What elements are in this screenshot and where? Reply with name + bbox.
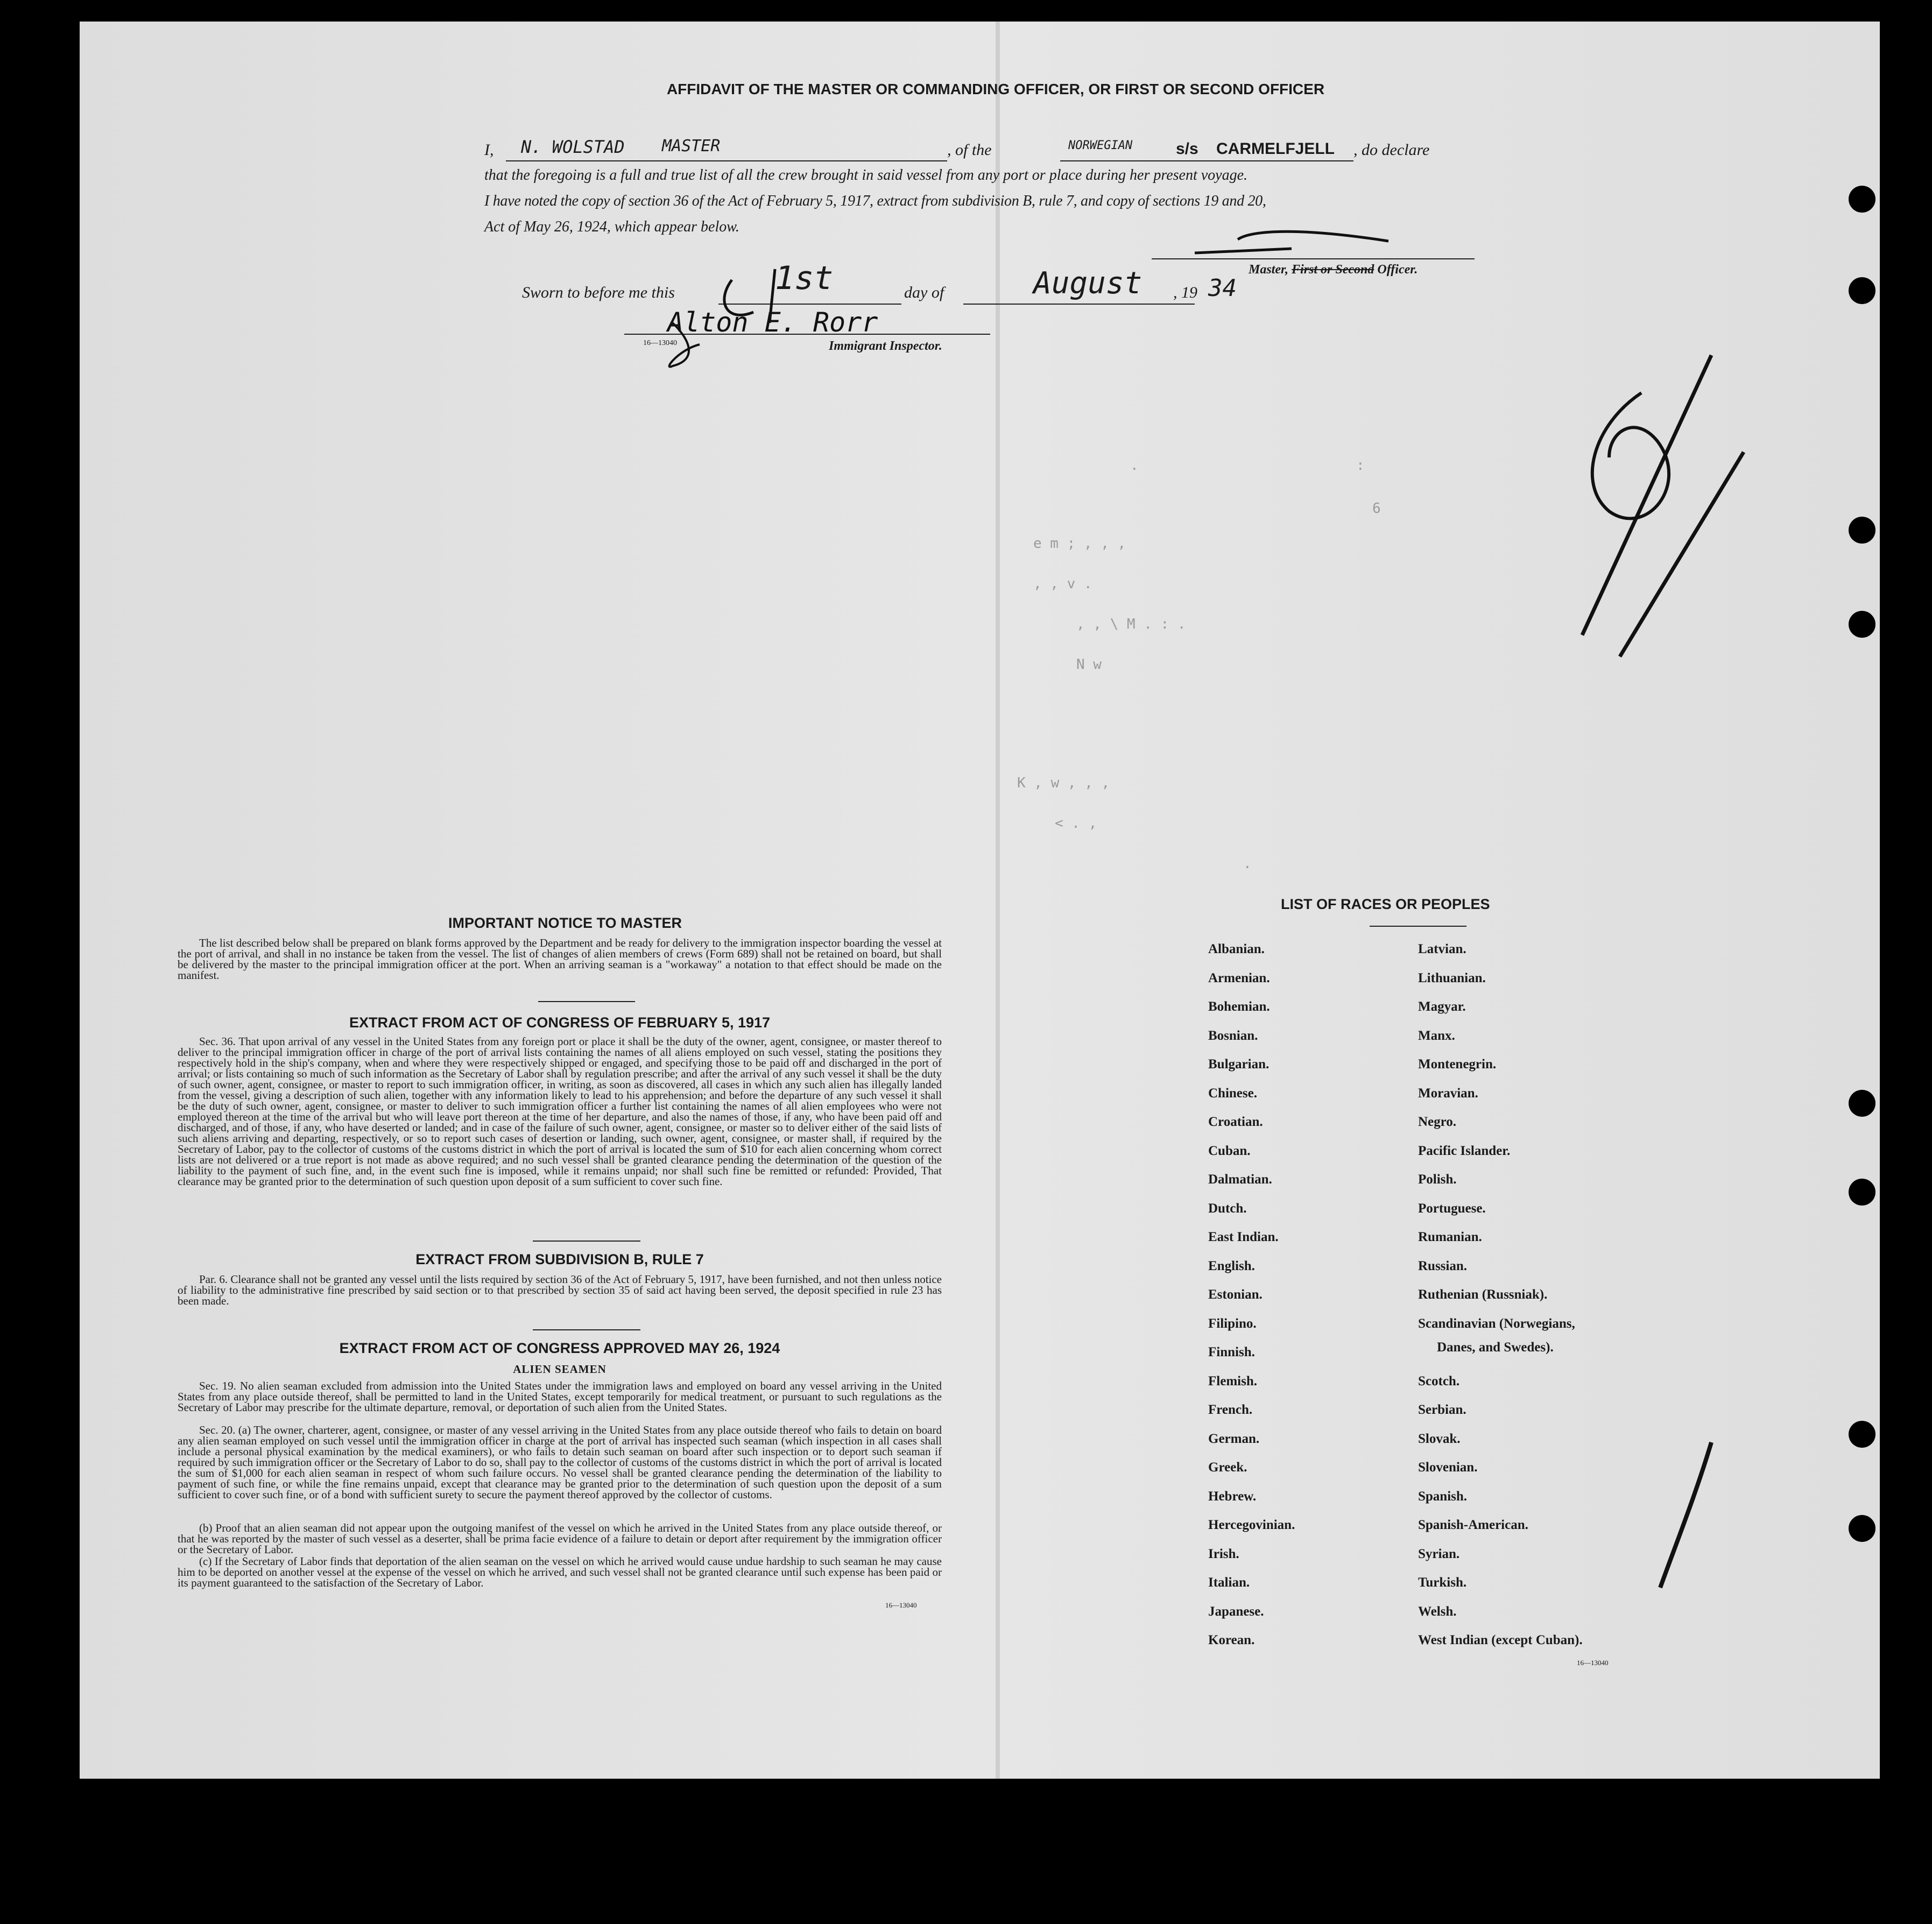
race-item: Syrian. (1418, 1546, 1460, 1561)
race-item: Scandinavian (Norwegians, (1418, 1316, 1575, 1331)
bleed-through-mark: , , \ M . : . (1076, 616, 1186, 632)
race-item: English. (1208, 1258, 1255, 1273)
race-item: Pacific Islander. (1418, 1143, 1511, 1158)
race-item: Armenian. (1208, 970, 1270, 985)
pencil-slash-stroke (1582, 355, 1711, 635)
race-item: Cuban. (1208, 1143, 1251, 1158)
race-item: Scotch. (1418, 1373, 1460, 1389)
rule7-text: Par. 6. Clearance shall not be granted any vessel until the lists required by section 36 of the Act of February 5, 1917, have been furnished, and not then unless notice of liability to the administrative fine prescribed by said section or to that prescribed by section 35 of said act having been served, the deposit specified in rule 23 has been made. (178, 1273, 942, 1307)
extract-1924-sec20a: Sec. 20. (a) The owner, charterer, agent, consignee, or master of any vessel arriving in the United States from any place outside thereof who fails to detain on board any alien seaman employed on such vessel until the immigration officer in charge at the port of arrival has inspected such seaman (which inspection in all cases shall include a personal physical examination by the medical examiners), or who fails to detain such seaman on board after such inspection or to deport such seaman if required by such immigration officer or the Secretary of Labor to do so, shall pay to the collector of customs of the customs district in which the port of arrival is located the sum of $1,000 for each alien seaman in respect of whom such failure occurs. No vessel shall be granted clearance pending the determination of the liability to payment of such fine, or while the fine remains unpaid, except that clearance may be granted prior to the determination of such question upon the deposit of a sum sufficient to cover such fine, or of a bond with sufficient surety to secure the payment thereof approved by the collector of customs. (178, 1423, 942, 1501)
notice-title: IMPORTANT NOTICE TO MASTER (448, 915, 682, 931)
pencil-one-stroke (1620, 452, 1744, 657)
inspector-signature: Alton E. Rorr (667, 307, 878, 338)
declarant-intro: I, (484, 141, 494, 159)
master-signature-scrawl (1195, 231, 1388, 253)
race-item: Greek. (1208, 1460, 1247, 1475)
day-of-text: day of (904, 284, 944, 301)
vessel-nationality: NORWEGIAN (1068, 139, 1133, 152)
extract-1924-title: EXTRACT FROM ACT OF CONGRESS APPROVED MAY 26, 1924 (339, 1340, 780, 1356)
section-divider (533, 1329, 640, 1330)
officer-caption-master: Master, (1249, 263, 1289, 277)
races-title: LIST OF RACES OR PEOPLES (1281, 896, 1490, 912)
declaration-line-2: that the foregoing is a full and true list of all the crew brought in said vessel from any port or place during her present voyage. (484, 167, 1248, 184)
sworn-text: Sworn to before me this (522, 284, 675, 301)
extract-1924-sec19: Sec. 19. No alien seaman excluded from admission into the United States under the immigration laws and employed on board any vessel arriving in the United States from any place outside thereof, shall be permitted to land in the United States, except temporarily for medical treatment, or pursuant to such regulations as the Secretary of Labor may prescribe for the ultimate departure, removal, or deportation of such alien from the United States. (178, 1379, 942, 1414)
sworn-day: 1st (775, 259, 834, 297)
race-item: Korean. (1208, 1633, 1255, 1647)
race-item: Spanish-American. (1418, 1518, 1528, 1532)
officer-caption-first-second: First or Second (1292, 263, 1374, 277)
declaration-line-4: Act of May 26, 1924, which appear below. (484, 219, 739, 235)
extract-1917-title: EXTRACT FROM ACT OF CONGRESS OF FEBRUARY 5, 1917 (349, 1014, 771, 1031)
race-item: French. (1208, 1403, 1253, 1417)
race-item: Bulgarian. (1208, 1057, 1270, 1072)
race-item: Flemish. (1208, 1373, 1257, 1389)
race-item: Filipino. (1208, 1316, 1257, 1331)
race-item: Rumanian. (1418, 1230, 1482, 1244)
day-scrawl (724, 269, 775, 323)
race-item: Japanese. (1208, 1604, 1264, 1619)
race-item: Dalmatian. (1208, 1172, 1272, 1187)
races-title-underline (1370, 926, 1466, 927)
sworn-month: August (1033, 266, 1143, 301)
race-item: Bohemian. (1208, 999, 1270, 1014)
race-item: Manx. (1418, 1028, 1455, 1043)
race-item: Negro. (1418, 1115, 1457, 1129)
do-declare-text: , do declare (1353, 141, 1430, 159)
extract-1917-text: Sec. 36. That upon arrival of any vessel in the United States from any foreign port or place it shall be the duty of the owner, agent, consignee, or master thereof to deliver to the principal immigration officer in charge of the port of arrival lists containing the names of all aliens employed on such vessel, stating the positions they respectively hold in the ship's company, when and where they were respectively shipped or engaged, and specifying those to be paid off and discharged in the port of arrival; or lists containing so much of such information as the Secretary of Labor shall by regulation prescribe; and after the arrival of any such vessel it shall be the duty of such owner, agent, consignee, or master to report to such immigration officer, in writing, as soon as discovered, all cases in which any such alien has illegally landed from the vessel, giving a description of such alien, together with any information likely to lead to his apprehension; and before the departure of any such vessel it shall be the duty of such owner, agent, consignee, or master to deliver to such immigration officer a further list containing the names of all alien employees who were not employed thereon at the time of the arrival but who will leave port thereon at the time of her departure, and also the names of those, if any, who have been paid off and discharged, and of those, if any, who have deserted or landed; and in case of the failure of such owner, agent, consignee, or master so to deliver either of the said lists of such aliens arriving and departing, respectively, or so to report such cases of desertion or landing, such owner, agent, consignee, or master shall, if required by the Secretary of Labor, pay to the collector of customs of the customs district in which the port of arrival is located the sum of $10 for each alien concerning whom correct lists are not delivered or a true report is not made as above required; and no such vessel shall be granted clearance pending the determination of the question of the liability to the payment of such fine, and, in the event such fine is imposed, while it remains unpaid; nor shall such fine be remitted or refunded: Provided, That clearance may be granted prior to the determination of such question upon deposit of a sum sufficient to cover such fine. (178, 1035, 942, 1188)
race-item: German. (1208, 1431, 1260, 1446)
race-item: West Indian (except Cuban). (1418, 1633, 1583, 1647)
race-item: Serbian. (1418, 1403, 1466, 1417)
bleed-through-mark: K , w , , , (1017, 775, 1110, 791)
affidavit-title: AFFIDAVIT OF THE MASTER OR COMMANDING OFFICER, OR FIRST OR SECOND OFFICER (666, 81, 1325, 97)
sworn-year: 34 (1208, 274, 1237, 302)
bleed-through-mark: N w (1076, 657, 1102, 673)
race-item: Latvian. (1418, 942, 1466, 956)
inspector-scrawl (669, 323, 700, 367)
race-item: Welsh. (1418, 1604, 1457, 1619)
bleed-through-mark: : (1356, 457, 1365, 474)
vessel-prefix: s/s (1176, 140, 1198, 158)
bleed-through-mark: . (1243, 856, 1252, 872)
bleed-through-mark: , , v . (1033, 576, 1092, 592)
inspector-caption: Immigrant Inspector. (829, 339, 942, 353)
master-name: N. WOLSTAD (521, 137, 625, 157)
race-item: Albanian. (1208, 942, 1265, 956)
race-item: Bosnian. (1208, 1028, 1258, 1043)
race-item: Polish. (1418, 1172, 1457, 1187)
race-item: Magyar. (1418, 999, 1466, 1014)
rule7-title: EXTRACT FROM SUBDIVISION B, RULE 7 (415, 1251, 704, 1267)
declaration-line-3: I have noted the copy of section 36 of the Act of February 5, 1917, extract from subdivision B, rule 7, and copy of sections 19 and 20, (484, 193, 1266, 209)
bleed-through-mark: < . , (1055, 815, 1097, 831)
race-item: Slovak. (1418, 1431, 1461, 1446)
race-item: Lithuanian. (1418, 970, 1486, 985)
extract-form-number: 16—13040 (885, 1601, 917, 1609)
race-item-continued: Danes, and Swedes). (1437, 1340, 1554, 1355)
of-the-text: , of the (947, 141, 992, 159)
race-item: Hebrew. (1208, 1489, 1257, 1504)
race-item: Slovenian. (1418, 1460, 1478, 1475)
race-item: Italian. (1208, 1575, 1250, 1590)
extract-1924-sec20c: (c) If the Secretary of Labor finds that deportation of the alien seaman on the vessel on which he arrived would cause undue hardship to such seaman he may cause him to be deported on another vessel at the expense of the vessel on which he arrived, and such vessel shall not be granted clearance until such expense has been paid or its payment guaranteed to the satisfaction of the Secretary of Labor. (178, 1555, 942, 1589)
pencil-tally-eight (1592, 393, 1669, 518)
race-item: Hercegovinian. (1208, 1518, 1295, 1532)
affidavit-form-number: 16—13040 (643, 339, 677, 347)
notice-text: The list described below shall be prepared on blank forms approved by the Department and be ready for delivery to the immigration inspector boarding the vessel at the port of arrival, and shall in no instance be taken from the vessel. The list of changes of alien members of crews (Form 689) shall not be retained on board, but shall be delivered by the master to the principal immigration officer at the port. When an arriving seaman is a "workaway" a notation to that effect should be made on the manifest. (178, 936, 942, 982)
section-divider (533, 1241, 640, 1242)
race-item: Estonian. (1208, 1287, 1263, 1302)
bleed-through-mark: 6 (1372, 501, 1381, 517)
extract-1924-sec20b: (b) Proof that an alien seaman did not appear upon the outgoing manifest of the vessel on which he arrived in the United States from any place outside thereof, or that he was reported by the master of such vessel as a deserter, shall be prima facie evidence of a failure to detain or deport after requirement by the immigration officer or the Secretary of Labor. (178, 1521, 942, 1556)
race-item: East Indian. (1208, 1230, 1279, 1244)
race-item: Spanish. (1418, 1489, 1468, 1504)
section-divider (538, 1001, 635, 1002)
race-item: Chinese. (1208, 1086, 1257, 1101)
year-prefix: , 19 (1173, 284, 1197, 301)
bleed-through-mark: . (1130, 457, 1139, 474)
race-item: Russian. (1418, 1258, 1468, 1273)
race-item: Irish. (1208, 1546, 1239, 1561)
bleed-through-mark: e m ; , , , (1033, 535, 1126, 552)
master-rank: MASTER (662, 137, 721, 156)
race-item: Montenegrin. (1418, 1057, 1497, 1072)
race-item: Dutch. (1208, 1201, 1247, 1216)
race-item: Portuguese. (1418, 1201, 1486, 1216)
pencil-check-mark (1660, 1442, 1711, 1588)
page-tally-text (0, 0, 1, 1)
race-item: Ruthenian (Russniak). (1418, 1287, 1548, 1302)
race-item: Finnish. (1208, 1345, 1255, 1359)
race-item: Turkish. (1418, 1575, 1467, 1590)
vessel-name: CARMELFJELL (1216, 140, 1335, 158)
races-form-number: 16—13040 (1577, 1659, 1609, 1667)
officer-caption-officer: Officer. (1377, 263, 1418, 277)
race-item: Croatian. (1208, 1115, 1263, 1129)
race-item: Moravian. (1418, 1086, 1478, 1101)
extract-1924-subtitle: ALIEN SEAMEN (513, 1363, 607, 1376)
